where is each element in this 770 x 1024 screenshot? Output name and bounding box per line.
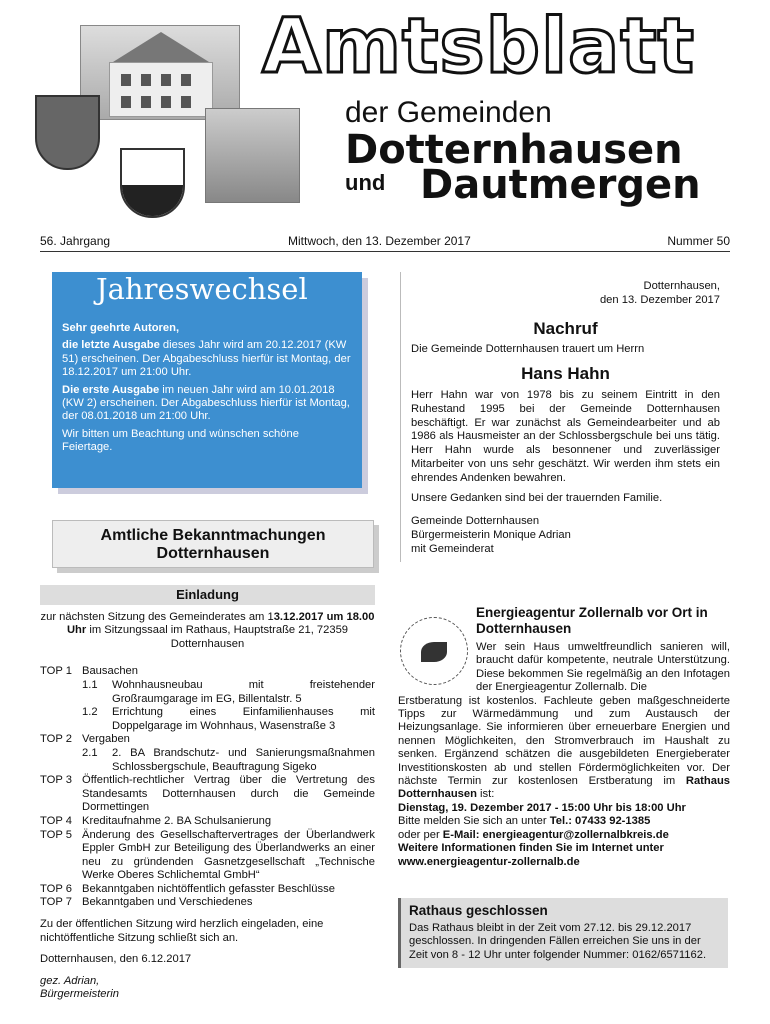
nachruf-name: Hans Hahn [521,364,610,384]
agenda-subitem: 1.1 Wohnhausneubau mit freistehender Großraumgarage im EG, Billentalstr. 5 [82,678,375,705]
nachruf-intro: Die Gemeinde Dotternhausen trauert um Herrn [411,343,645,356]
energieagentur-body1: Wer sein Haus umweltfreundlich sanieren will, braucht dafür kompetente, neutrale Unterstützung. Diese bekommen Sie regelmäßig an den Infotagen der Energieagentur Zollernalb. Die [476,641,730,694]
jw-greeting: Sehr geehrte Autoren, [62,322,180,334]
town-hall-photo [80,25,240,120]
church-photo [205,108,300,203]
einladung-section [40,585,375,1002]
energieagentur-mail[interactable]: oder per E-Mail: energieagentur@zollernalbkreis.de [398,828,669,841]
einladung-intro: zur nächsten Sitzung des Gemeinderates am 13.12.2017 um 18.00 Uhr im Sitzungssaal im Rathaus, Hauptstraße 21, 72359 Dotternhausen [40,610,375,650]
einladung-sig1: gez. Adrian, [40,974,100,987]
jahreswechsel-title: Jahreswechsel [96,272,308,306]
dotternhausen-crest [35,95,100,170]
masthead-line2: Dotternhausen [345,127,683,173]
amtlich-line1: Amtliche Bekanntmachungen [100,527,326,544]
masthead-und: und [345,170,386,195]
rathaus-body: Das Rathaus bleibt in der Zeit vom 27.12. bis 29.12.2017 geschlossen. In dringenden Fällen erreichen Sie uns in der Zeit von 8 - 12 Uhr unter folgender Nummer: 0162/6571162. [409,921,707,961]
energieagentur-termin: Dienstag, 19. Dezember 2017 - 15:00 Uhr bis 18:00 Uhr [398,801,686,814]
agenda-item: TOP 4 Kreditaufnahme 2. BA Schulsanierung [40,814,272,827]
energieagentur-heading: Energieagentur Zollernalb vor Ort in Dotternhausen [476,605,708,636]
jw-paragraph-1: die letzte Ausgabe dieses Jahr wird am 20.12.2017 (KW 51) erscheinen. Der Abgabeschluss hierfür ist Montag, der 18.12.2017 um 21:00 Uhr. [62,339,351,379]
nachruf-heading: Nachruf [533,318,598,338]
masthead-line1: der Gemeinden [345,96,552,129]
nachruf-thoughts: Unsere Gedanken sind bei der trauernden Familie. [411,491,663,504]
rathaus-heading: Rathaus geschlossen [409,903,548,918]
masthead [0,0,770,230]
energieagentur-logo-icon [400,617,468,685]
energieagentur-tel: Bitte melden Sie sich an unter Tel.: 07433 92-1385 [398,815,651,828]
agenda-item: TOP 6 Bekanntgaben nichtöffentlich gefasster Beschlüsse [40,882,335,895]
amtliche-bekanntmachungen-banner [52,520,374,568]
einladung-place-date: Dotternhausen, den 6.12.2017 [40,953,192,966]
energieagentur-section [398,605,730,869]
jahreswechsel-box [52,272,362,488]
masthead-line3: Dautmergen [420,162,701,208]
agenda-subitem: 1.2 Errichtung eines Einfamilienhauses mit Doppelgarage im Wohnhaus, Wasenstraße 3 [82,706,375,732]
energieagentur-body2: Erstberatung ist kostenlos. Fachleute geben maßgeschneiderte Tipps zur Wärmedämmung und zum Austausch der Heizungsanlage. Sie informieren über erneuerbare Energien und nennen Möglichkeiten, den Stromverbrauch im Haushalt zu senken. Ergänzend schätzen die ausgebildeten Energieberater Investitionskosten ab und stellen Fördermöglichkeiten vor. Der nächste Termin zur kostenlosen Erstberatung im Rathaus Dotternhausen ist: [398,694,730,801]
nachruf-place: Dotternhausen, [643,280,720,292]
dautmergen-crest [120,148,185,218]
einladung-after: Zu der öffentlichen Sitzung wird herzlich eingeladen, eine nichtöffentliche Sitzung schließt sich an. [40,918,324,944]
energieagentur-web-link[interactable]: www.energieagentur-zollernalb.de [398,855,580,868]
issue-jahrgang: 56. Jahrgang [40,234,111,248]
jw-paragraph-2: Die erste Ausgabe im neuen Jahr wird am 10.01.2018 (KW 2) erscheinen. Der Abgabeschluss hierfür ist Montag, der 08.01.2018 um 21:00 Uhr. [62,383,350,423]
agenda-item: TOP 7 Bekanntgaben und Verschiedenes [40,896,253,909]
nachruf-section [400,272,730,562]
agenda-item: TOP 2 Vergaben [40,733,130,746]
agenda-subitem: 2.1 2. BA Brandschutz- und Sanierungsmaßnahmen Schlossbergschule, Beauftragung Sigeko [82,746,375,773]
nachruf-sig3: mit Gemeinderat [411,542,494,555]
einladung-heading: Einladung [40,585,375,605]
rathaus-geschlossen-box [398,898,728,968]
issue-date: Mittwoch, den 13. Dezember 2017 [288,234,471,248]
nachruf-sig2: Bürgermeisterin Monique Adrian [411,529,571,542]
nachruf-date: den 13. Dezember 2017 [599,293,720,306]
agenda-item: TOP 5 Änderung des Gesellschaftervertrages der Überlandwerk Eppler GmbH zur Beteiligung des Überlandwerks an einer neu zu gründenden Gasnetzgesellschaft „Technische Werke Oberes Schlichemtal GmbH“ [40,828,375,882]
jw-closing: Wir bitten um Beachtung und wünschen schöne Feiertage. [62,427,299,454]
masthead-title: Amtsblatt [262,1,695,90]
energieagentur-web-label: Weitere Informationen finden Sie im Internet unter [398,842,664,855]
nachruf-sig1: Gemeinde Dotternhausen [411,515,540,528]
nachruf-body: Herr Hahn war von 1978 bis zu seinem Eintritt in den Ruhestand 1995 bei der Gemeinde Dotternhausen beschäftigt. Er war zunächst als Gemeindearbeiter und ab 1986 als Hausmeister an der Schlossbergschule bei uns tätig. Herr Hahn wurde als besonnener und zuverlässiger Mitarbeiter von uns sehr geschätzt. Wir werden ihm stets ein ehrendes Andenken bewahren. [411,388,720,484]
issue-bar [40,232,730,252]
agenda-item: TOP 1 Bausachen [40,665,138,678]
agenda-item: TOP 3 Öffentlich-rechtlicher Vertrag über die Vertretung des Standesamts Dotternhausen durch die Gemeinde Dormettingen [40,774,375,814]
einladung-sig2: Bürgermeisterin [40,988,119,1001]
amtlich-line2: Dotternhausen [156,545,270,562]
issue-number: Nummer 50 [667,234,730,248]
